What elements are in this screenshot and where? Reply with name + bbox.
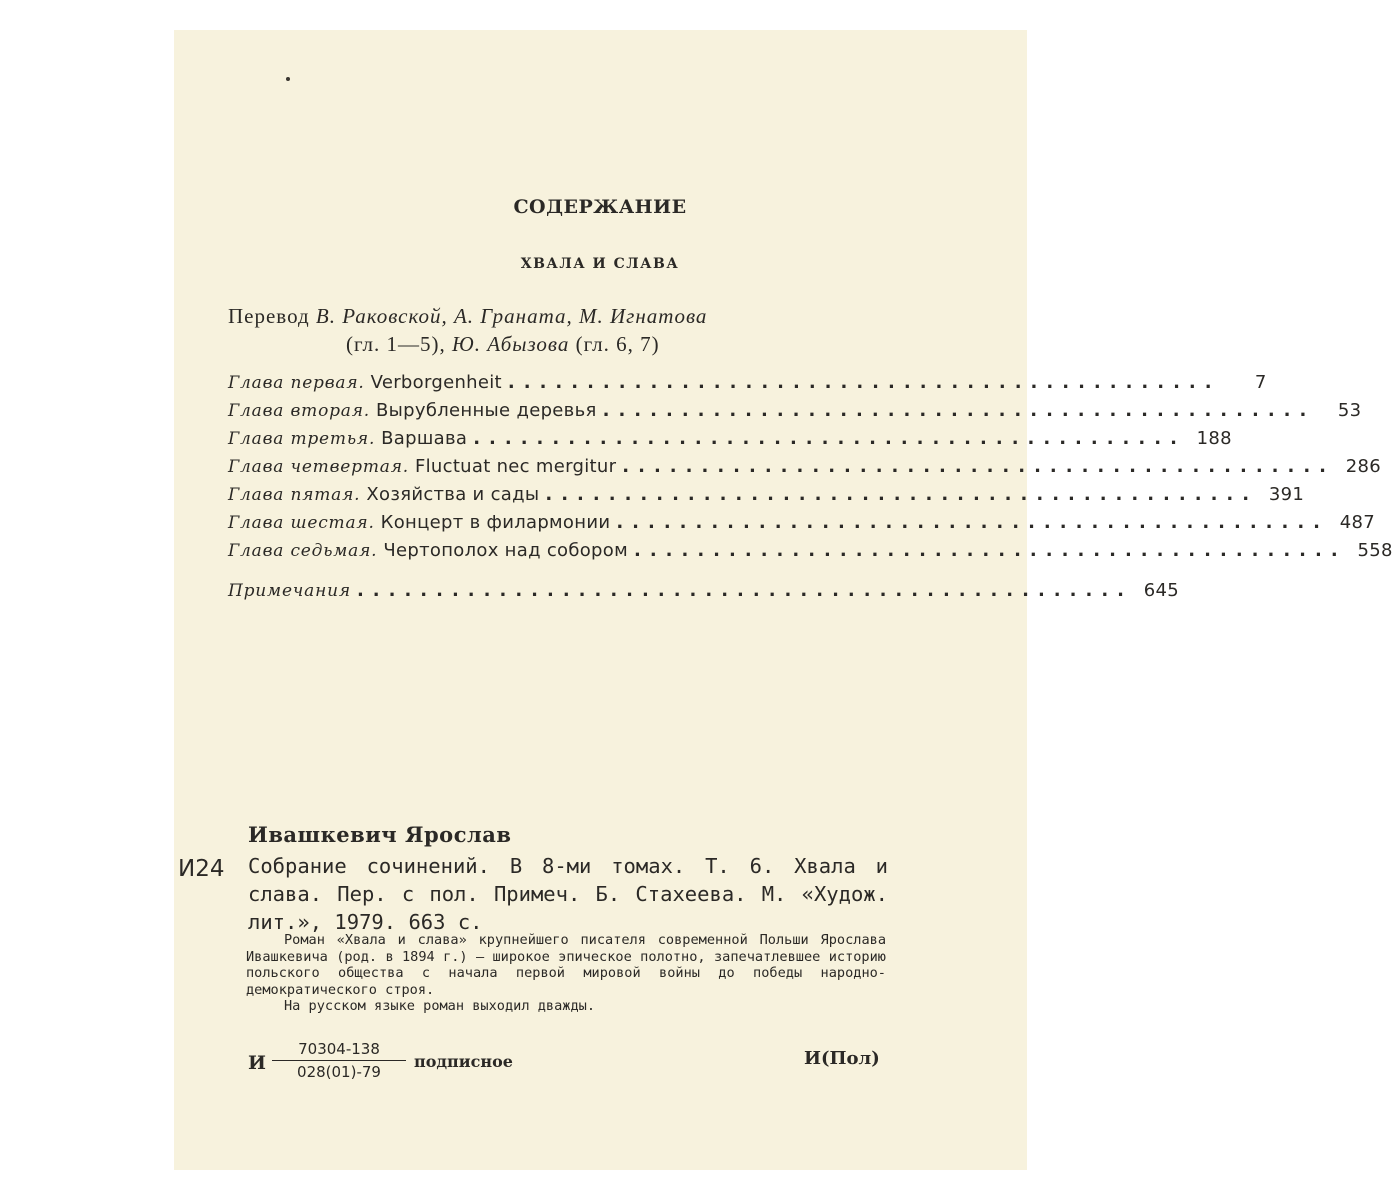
translator-1: В. Раковской, xyxy=(315,304,448,328)
toc-page-number: 487 xyxy=(1339,512,1376,533)
toc-page-number: 7 xyxy=(1254,372,1267,393)
toc-row xyxy=(228,372,1267,400)
toc-chapter-label: Глава шестая. xyxy=(228,513,375,533)
translator-4: Ю. Абызова xyxy=(452,332,570,356)
toc-page-number: 188 xyxy=(1196,428,1232,449)
chapters-range-1: (гл. 1—5), xyxy=(346,332,446,356)
annotation-paragraph-2: На русском языке роман выходил дважды. xyxy=(284,998,595,1015)
toc-row xyxy=(228,484,1305,512)
toc-row xyxy=(228,428,1232,456)
classification-code: И(Пол) xyxy=(804,1048,880,1069)
toc-chapter-title: Концерт в филармонии xyxy=(380,512,611,533)
annotation-paragraph-1: Роман «Хвала и слава» крупнейшего писателя современной Польши Ярослава Ивашкевича (род. в 1894 г.) — широкое эпическое полотно, запечатлевшее историю польского общества с начала первой мировой войны до победы народно-демократического строя. xyxy=(246,932,886,998)
print-dot xyxy=(286,77,290,81)
toc-chapter-label: Глава пятая. xyxy=(228,485,361,505)
toc-page-number: 645 xyxy=(1143,580,1179,601)
translation-line-2 xyxy=(228,330,848,358)
toc-chapter-title: Варшава xyxy=(381,428,468,449)
toc-row xyxy=(228,400,1362,428)
toc-page-number: 558 xyxy=(1357,540,1393,561)
toc-leader-dots: ............................................. xyxy=(622,456,1336,477)
toc-chapter-label: Глава четвертая. xyxy=(228,457,409,477)
toc-leader-dots: ............................................. xyxy=(633,540,1347,561)
toc-chapter-label: Глава первая. xyxy=(228,373,365,393)
translation-line-1 xyxy=(228,302,848,330)
classification-fraction xyxy=(272,1040,406,1081)
chapters-range-2: (гл. 6, 7) xyxy=(575,332,660,356)
toc-chapter-title: Хозяйства и сады xyxy=(366,484,540,505)
translation-credits xyxy=(228,302,848,358)
toc-leader-dots: ............................................. xyxy=(545,484,1259,505)
library-code: И24 xyxy=(178,856,225,882)
toc-chapter-title: Вырубленные деревья xyxy=(375,400,597,421)
toc-chapter-label: Глава третья. xyxy=(228,429,376,449)
toc-leader-dots: ................................................. xyxy=(356,580,1133,601)
annotation xyxy=(246,932,886,1015)
fraction-denominator: 028(01)-79 xyxy=(297,1063,381,1081)
toc-row xyxy=(228,540,1393,568)
toc-leader-dots: ............................................. xyxy=(602,400,1316,421)
index-letter: И xyxy=(248,1052,266,1074)
contents-heading: СОДЕРЖАНИЕ xyxy=(513,196,687,218)
fraction-numerator: 70304-138 xyxy=(272,1040,406,1061)
toc-leader-dots: ............................................. xyxy=(616,512,1330,533)
toc-chapter-label: Глава седьмая. xyxy=(228,541,378,561)
translator-3: М. Игнатова xyxy=(579,304,708,328)
biblio-author: Ивашкевич Ярослав xyxy=(248,822,512,847)
translator-2: А. Граната, xyxy=(453,304,573,328)
subscription-label: подписное xyxy=(414,1052,513,1071)
table-of-contents xyxy=(228,372,1393,608)
toc-notes-label: Примечания xyxy=(228,581,351,601)
toc-leader-dots: ............................................. xyxy=(507,372,1221,393)
toc-chapter-label: Глава вторая. xyxy=(228,401,370,421)
toc-row-notes xyxy=(228,580,1179,608)
toc-page-number: 286 xyxy=(1345,456,1382,477)
toc-page-number: 53 xyxy=(1337,400,1362,421)
translation-prefix: Перевод xyxy=(228,304,310,328)
toc-row xyxy=(228,456,1382,484)
toc-row xyxy=(228,512,1376,540)
biblio-description: Собрание сочинений. В 8-ми томах. Т. 6. Хвала и слава. Пер. с пол. Примеч. Б. Стахеева. М. «Худож. лит.», 1979. 663 с. xyxy=(248,854,888,934)
toc-chapter-title: Чертополох над собором xyxy=(383,540,628,561)
work-title: ХВАЛА И СЛАВА xyxy=(520,256,680,272)
toc-chapter-title: Verborgenheit xyxy=(370,372,502,393)
toc-chapter-title: Fluctuat nec mergitur xyxy=(414,456,617,477)
toc-page-number: 391 xyxy=(1268,484,1305,505)
toc-leader-dots: ............................................. xyxy=(473,428,1186,449)
